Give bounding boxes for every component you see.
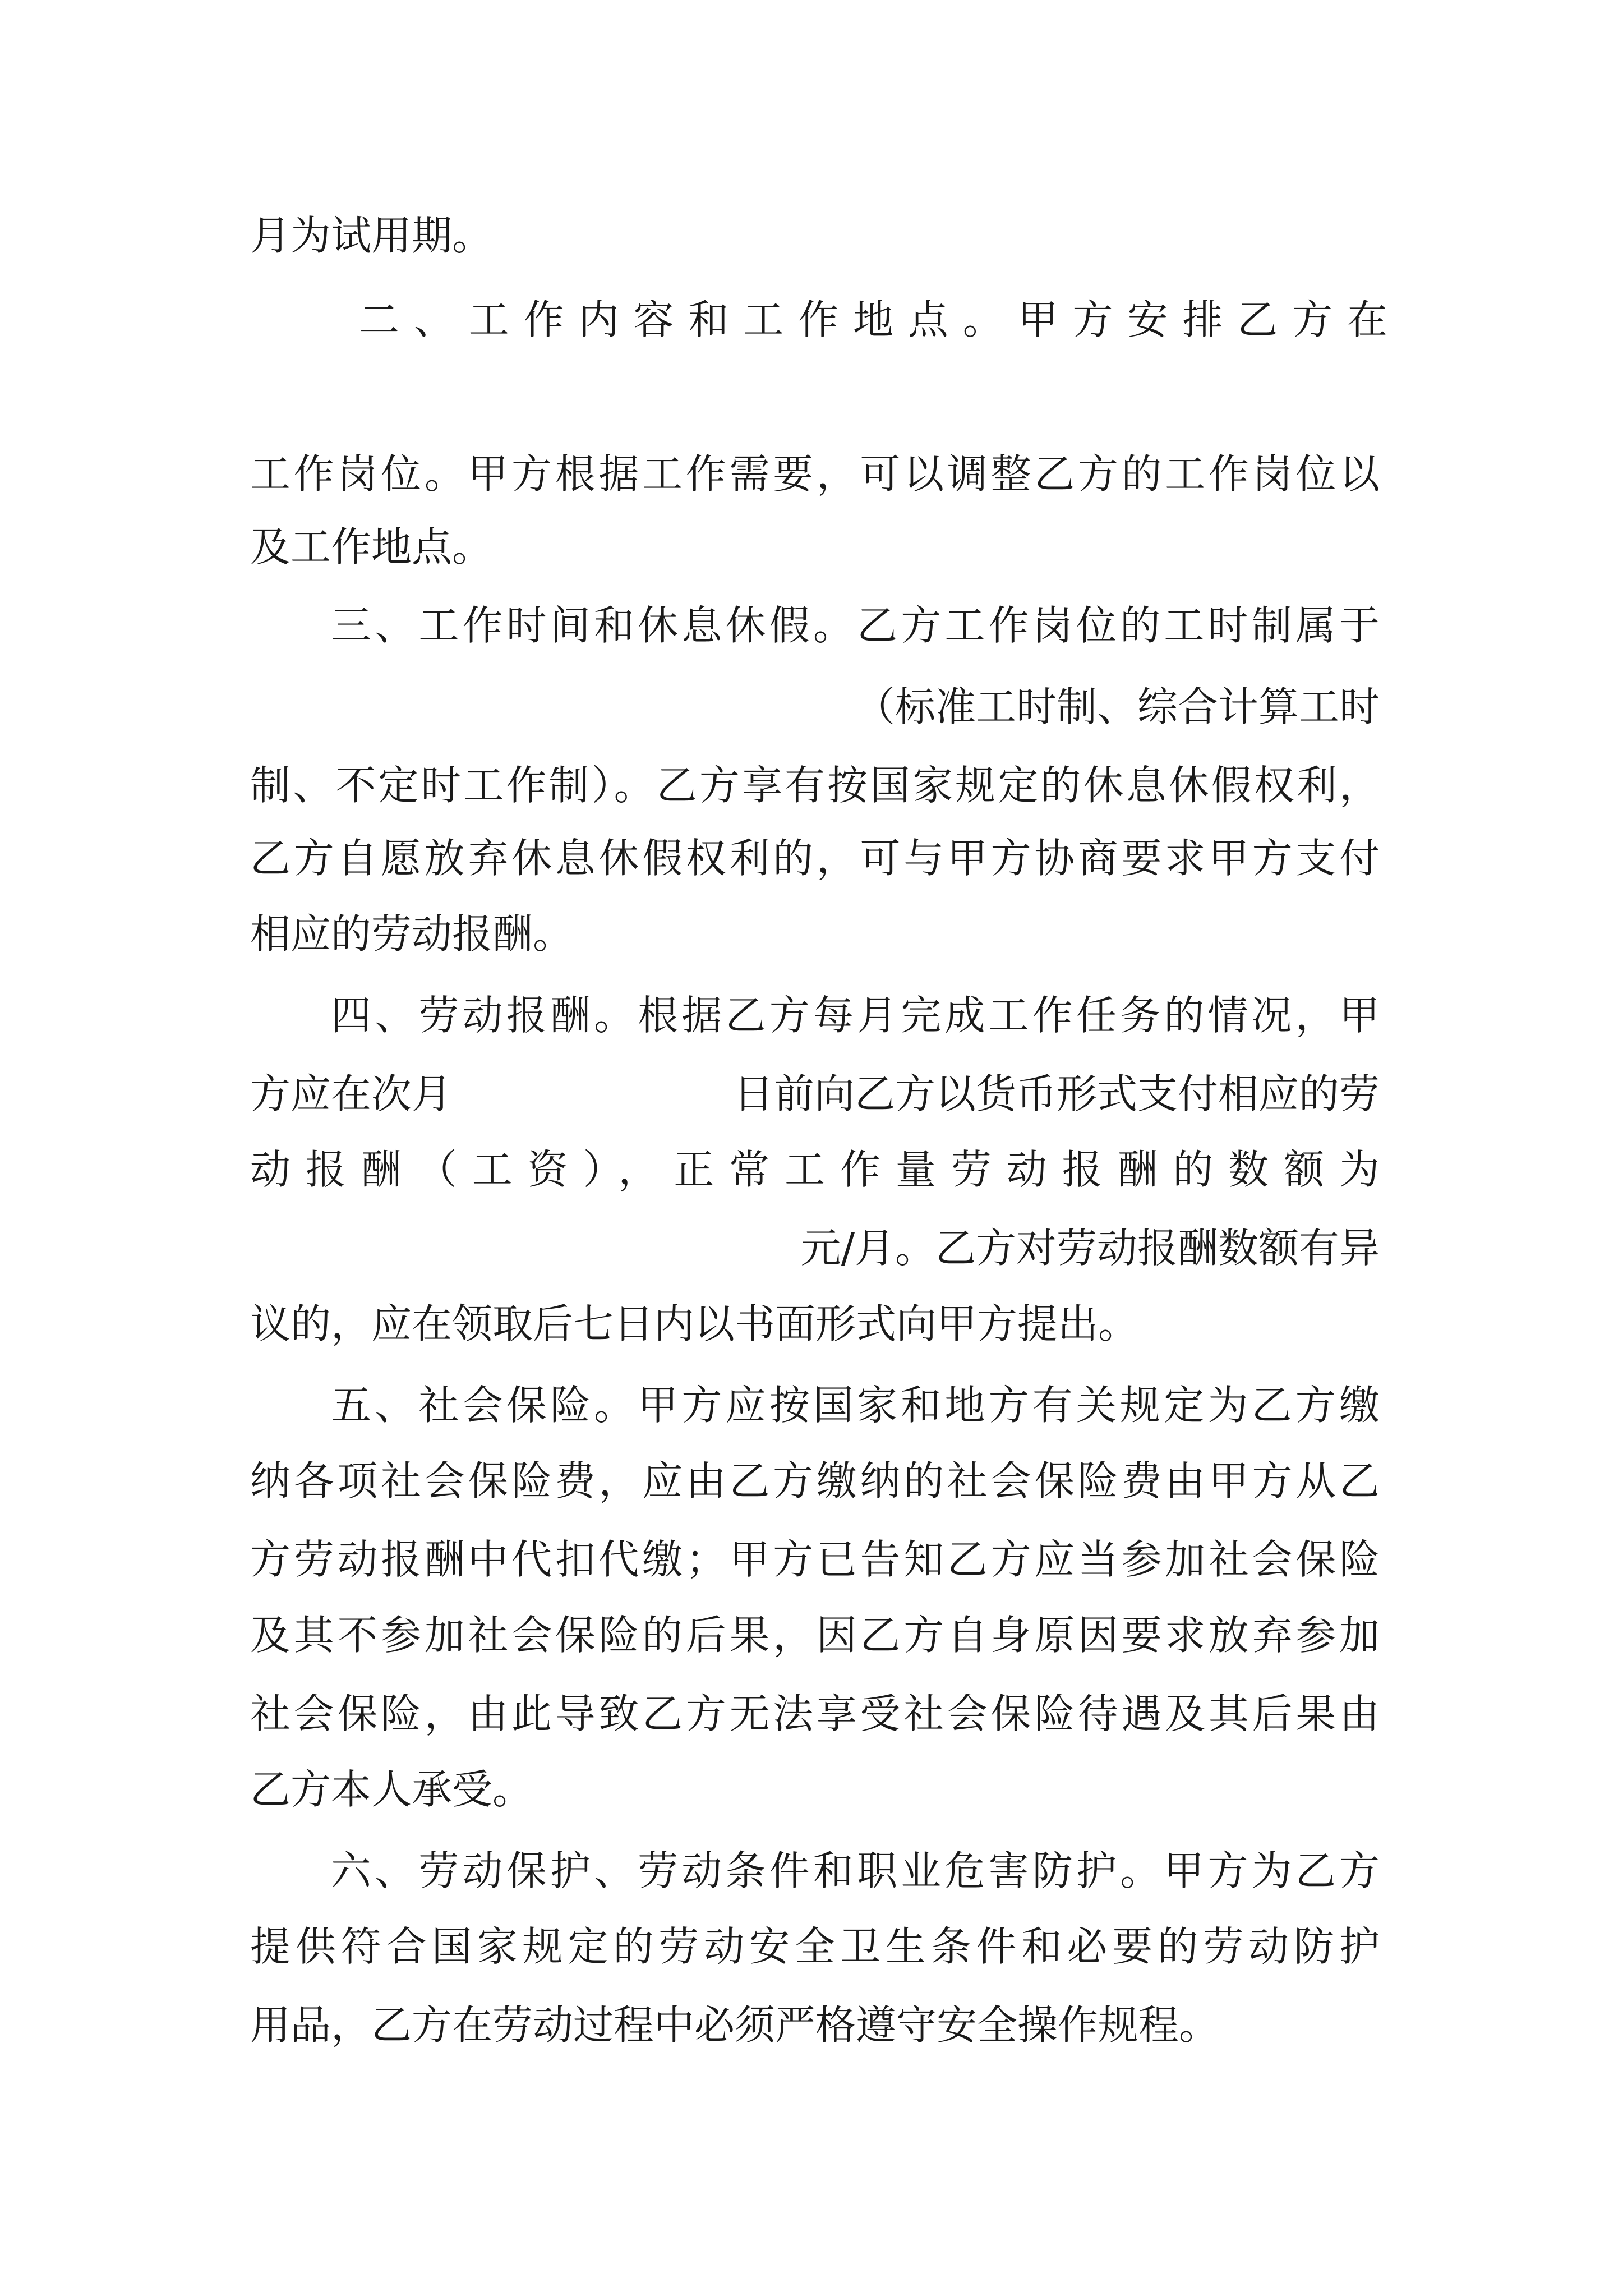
text-line: 月为试用期。 [250, 212, 493, 259]
text-line: 二、工作内容和工作地点。甲方安排乙方在 [359, 296, 1387, 343]
text-line: 三、工作时间和休息休假。乙方工作岗位的工时制属于 [331, 602, 1380, 649]
text-line: 制、不定时工作制）。乙方享有按国家规定的休息休假权利， [250, 762, 1380, 809]
text-line: 方劳动报酬中代扣代缴；甲方已告知乙方应当参加社会保险 [250, 1536, 1380, 1583]
text-line: 方应在次月 [250, 1070, 453, 1117]
text-line: 用品，乙方在劳动过程中必须严格遵守安全操作规程。 [250, 2001, 1220, 2049]
text-line: 议的，应在领取后七日内以书面形式向甲方提出。 [250, 1300, 1139, 1347]
text-line: （标准工时制、综合计算工时 [854, 683, 1380, 730]
text-line: 四、劳动报酬。根据乙方每月完成工作任务的情况，甲 [331, 992, 1380, 1039]
text-line: 及工作地点。 [250, 523, 493, 570]
text-line: 及其不参加社会保险的后果，因乙方自身原因要求放弃参加 [250, 1612, 1380, 1659]
text-line: 提供符合国家规定的劳动安全卫生条件和必要的劳动防护 [250, 1923, 1380, 1970]
text-line: 社会保险，由此导致乙方无法享受社会保险待遇及其后果由 [250, 1690, 1380, 1737]
text-line: 元/月。乙方对劳动报酬数额有异 [800, 1225, 1380, 1272]
text-line: 五、社会保险。甲方应按国家和地方有关规定为乙方缴 [331, 1382, 1380, 1429]
text-line: 相应的劳动报酬。 [250, 910, 574, 958]
text-line: 乙方本人承受。 [250, 1766, 533, 1813]
text-line: 乙方自愿放弃休息休假权利的，可与甲方协商要求甲方支付 [250, 835, 1380, 882]
text-line: 工作岗位。甲方根据工作需要，可以调整乙方的工作岗位以 [250, 450, 1380, 498]
text-line: 纳各项社会保险费，应由乙方缴纳的社会保险费由甲方从乙 [250, 1457, 1380, 1504]
text-line: 动报酬（工资），正常工作量劳动报酬的数额为 [250, 1146, 1380, 1193]
text-line: 六、劳动保护、劳动条件和职业危害防护。甲方为乙方 [331, 1847, 1380, 1894]
text-line: 日前向乙方以货币形式支付相应的劳 [733, 1070, 1380, 1117]
